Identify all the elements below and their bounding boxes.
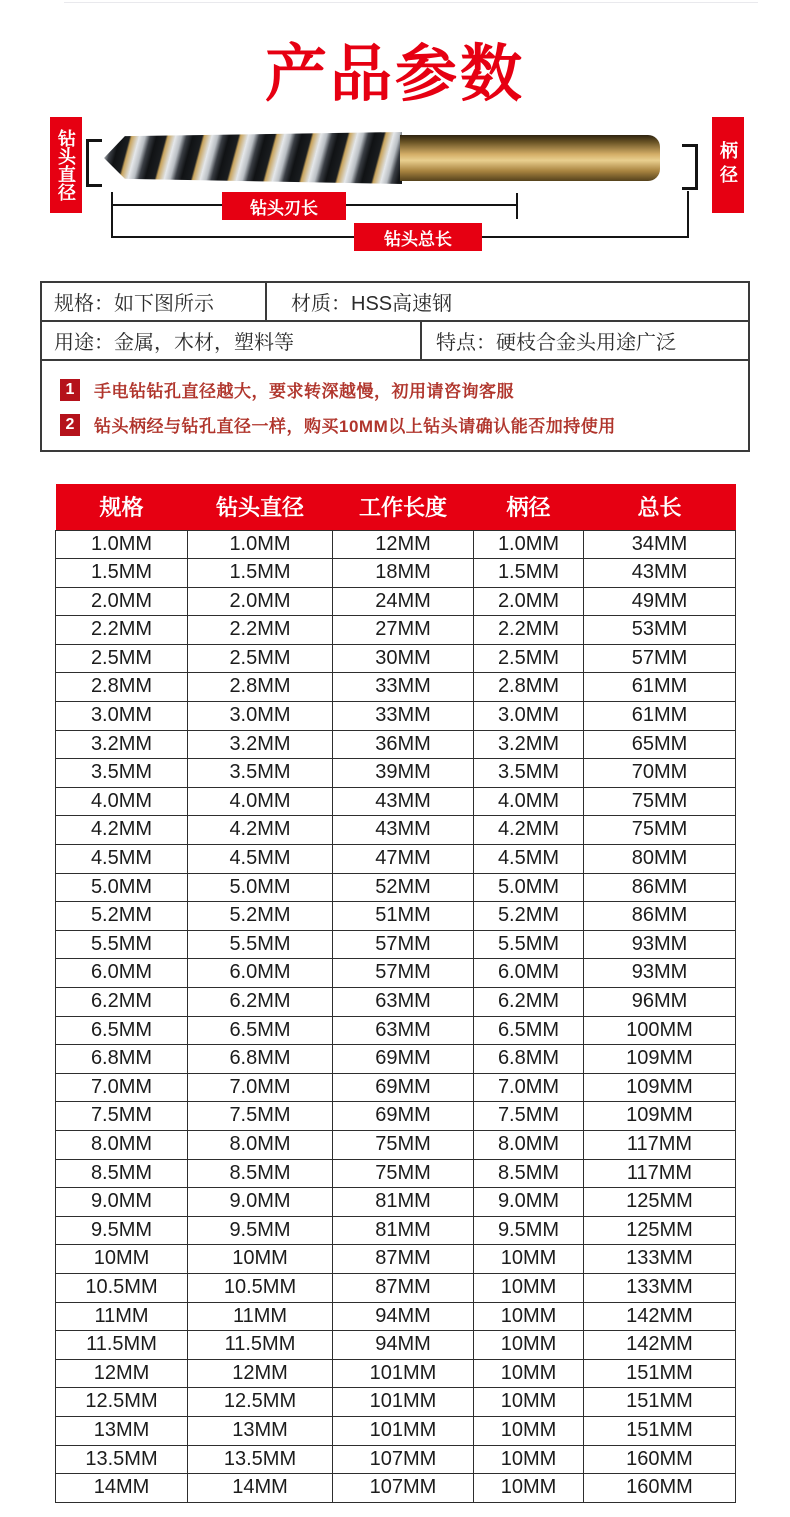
table-row [56,845,736,874]
table-cell: 13.5MM [188,1445,333,1474]
table-cell: 10MM [474,1302,584,1331]
table-cell: 2.0MM [188,587,333,616]
table-cell: 13.5MM [56,1445,188,1474]
shank-diameter-label: 柄径 [712,117,744,213]
size-table [55,484,736,1503]
table-cell: 33MM [333,673,474,702]
right-bracket-mark [682,144,698,190]
table-cell: 10.5MM [56,1273,188,1302]
table-cell: 6.8MM [188,1045,333,1074]
table-cell: 93MM [584,959,736,988]
table-cell: 5.0MM [56,873,188,902]
blade-length-tick [516,193,518,219]
table-cell: 6.5MM [188,1016,333,1045]
table-cell: 12MM [333,530,474,559]
table-cell: 10MM [474,1416,584,1445]
table-cell: 133MM [584,1245,736,1274]
table-cell: 6.2MM [188,988,333,1017]
table-cell: 5.0MM [188,873,333,902]
spec-summary-box [40,281,750,452]
table-cell: 6.2MM [56,988,188,1017]
table-cell: 12MM [188,1359,333,1388]
table-row [56,1445,736,1474]
table-cell: 2.2MM [56,616,188,645]
table-cell: 8.0MM [188,1130,333,1159]
column-header: 工作长度 [333,484,474,530]
table-cell: 34MM [584,530,736,559]
table-row [56,530,736,559]
table-cell: 6.0MM [56,959,188,988]
table-row [56,587,736,616]
table-row [56,1388,736,1417]
table-cell: 75MM [333,1159,474,1188]
table-cell: 1.5MM [56,559,188,588]
table-cell: 9.5MM [188,1216,333,1245]
table-cell: 109MM [584,1045,736,1074]
table-row [56,1073,736,1102]
table-cell: 10MM [474,1245,584,1274]
table-cell: 4.5MM [474,845,584,874]
table-cell: 142MM [584,1302,736,1331]
table-cell: 9.0MM [474,1188,584,1217]
table-cell: 10MM [474,1474,584,1503]
table-cell: 69MM [333,1045,474,1074]
table-row [56,1416,736,1445]
table-cell: 27MM [333,616,474,645]
table-cell: 6.2MM [474,988,584,1017]
total-length-tick [687,191,689,238]
page-title: 产品参数 [264,40,525,109]
note-text: 钻头柄经与钻孔直径一样，购买10MM以上钻头请确认能否加持使用 [94,417,616,436]
table-cell: 5.5MM [474,930,584,959]
table-cell: 80MM [584,845,736,874]
table-cell: 11MM [188,1302,333,1331]
table-cell: 33MM [333,702,474,731]
table-row [56,730,736,759]
table-cell: 7.5MM [474,1102,584,1131]
table-cell: 10MM [56,1245,188,1274]
table-row [56,644,736,673]
note-line [60,412,748,437]
table-cell: 86MM [584,873,736,902]
table-cell: 9.5MM [56,1216,188,1245]
table-row [56,702,736,731]
table-cell: 1.5MM [188,559,333,588]
table-cell: 2.5MM [56,644,188,673]
table-cell: 43MM [333,787,474,816]
table-cell: 8.5MM [56,1159,188,1188]
table-cell: 94MM [333,1302,474,1331]
table-cell: 109MM [584,1073,736,1102]
table-cell: 133MM [584,1273,736,1302]
table-cell: 9.0MM [188,1188,333,1217]
table-cell: 2.8MM [188,673,333,702]
table-row [56,616,736,645]
table-cell: 61MM [584,702,736,731]
table-cell: 30MM [333,644,474,673]
table-cell: 117MM [584,1159,736,1188]
header-row [56,484,736,530]
table-cell: 52MM [333,873,474,902]
table-cell: 81MM [333,1216,474,1245]
table-cell: 4.2MM [188,816,333,845]
table-cell: 63MM [333,1016,474,1045]
table-cell: 1.0MM [474,530,584,559]
table-cell: 160MM [584,1474,736,1503]
table-row [56,673,736,702]
left-dimension-tick [111,192,113,238]
table-cell: 9.0MM [56,1188,188,1217]
table-cell: 7.0MM [188,1073,333,1102]
table-row [56,1331,736,1360]
table-cell: 151MM [584,1416,736,1445]
table-cell: 100MM [584,1016,736,1045]
table-cell: 51MM [333,902,474,931]
table-cell: 2.2MM [188,616,333,645]
table-row [56,902,736,931]
table-cell: 53MM [584,616,736,645]
table-cell: 94MM [333,1331,474,1360]
table-cell: 61MM [584,673,736,702]
table-cell: 2.5MM [474,644,584,673]
table-cell: 8.0MM [56,1130,188,1159]
table-cell: 3.5MM [56,759,188,788]
table-cell: 75MM [333,1130,474,1159]
table-row [56,1245,736,1274]
table-cell: 107MM [333,1445,474,1474]
table-cell: 9.5MM [474,1216,584,1245]
table-row [56,1016,736,1045]
table-row [56,1474,736,1503]
table-cell: 69MM [333,1073,474,1102]
table-cell: 160MM [584,1445,736,1474]
table-cell: 57MM [333,930,474,959]
table-cell: 8.0MM [474,1130,584,1159]
table-cell: 101MM [333,1388,474,1417]
drill-dimension-diagram [0,110,790,270]
table-cell: 65MM [584,730,736,759]
table-cell: 18MM [333,559,474,588]
table-cell: 5.2MM [474,902,584,931]
table-cell: 151MM [584,1388,736,1417]
drill-flutes-graphic [104,132,402,184]
table-row [56,1188,736,1217]
column-header: 钻头直径 [188,484,333,530]
spec-label: 规格：如下图所示 [42,283,267,320]
note-number-badge: 2 [60,414,80,436]
table-cell: 3.5MM [188,759,333,788]
table-cell: 12.5MM [188,1388,333,1417]
table-cell: 4.2MM [56,816,188,845]
table-row [56,1102,736,1131]
blade-length-label: 钻头刃长 [222,192,346,220]
table-cell: 142MM [584,1331,736,1360]
table-cell: 86MM [584,902,736,931]
table-cell: 5.0MM [474,873,584,902]
table-cell: 4.5MM [188,845,333,874]
table-cell: 7.0MM [56,1073,188,1102]
table-cell: 57MM [584,644,736,673]
table-cell: 12MM [56,1359,188,1388]
table-cell: 2.2MM [474,616,584,645]
table-cell: 11MM [56,1302,188,1331]
note-number-badge: 1 [60,379,80,401]
spec-table-body [56,530,736,1502]
table-cell: 6.8MM [56,1045,188,1074]
table-cell: 5.2MM [56,902,188,931]
table-cell: 5.5MM [56,930,188,959]
table-cell: 2.5MM [188,644,333,673]
table-cell: 3.5MM [474,759,584,788]
table-cell: 93MM [584,930,736,959]
table-cell: 3.0MM [474,702,584,731]
note-line [60,377,748,402]
table-cell: 14MM [56,1474,188,1503]
table-row [56,873,736,902]
table-cell: 11.5MM [56,1331,188,1360]
table-cell: 24MM [333,587,474,616]
table-cell: 101MM [333,1416,474,1445]
table-row [56,1159,736,1188]
table-cell: 10MM [474,1273,584,1302]
note-text: 手电钻钻孔直径越大，要求转深越慢，初用请咨询客服 [94,382,514,401]
table-cell: 10MM [474,1445,584,1474]
table-cell: 2.0MM [474,587,584,616]
table-cell: 81MM [333,1188,474,1217]
table-cell: 6.8MM [474,1045,584,1074]
table-cell: 1.0MM [56,530,188,559]
table-cell: 5.2MM [188,902,333,931]
table-cell: 7.5MM [188,1102,333,1131]
column-header: 柄径 [474,484,584,530]
table-cell: 2.0MM [56,587,188,616]
table-cell: 101MM [333,1359,474,1388]
material-label: 材质：HSS高速钢 [291,293,453,315]
table-row [56,930,736,959]
table-cell: 7.0MM [474,1073,584,1102]
table-cell: 2.8MM [56,673,188,702]
table-cell: 4.0MM [56,787,188,816]
table-cell: 10MM [474,1388,584,1417]
table-cell: 96MM [584,988,736,1017]
size-table-container [55,484,735,1503]
table-cell: 70MM [584,759,736,788]
table-cell: 6.0MM [474,959,584,988]
table-cell: 14MM [188,1474,333,1503]
table-cell: 3.2MM [474,730,584,759]
table-row [56,759,736,788]
table-cell: 109MM [584,1102,736,1131]
spec-row-2 [42,322,748,361]
table-row [56,1359,736,1388]
spec-row-1 [42,283,748,322]
notes-list [42,361,748,437]
table-row [56,959,736,988]
table-cell: 11.5MM [188,1331,333,1360]
table-row [56,1273,736,1302]
table-cell: 4.2MM [474,816,584,845]
drill-shank-graphic [400,135,660,181]
table-cell: 6.5MM [56,1016,188,1045]
table-cell: 7.5MM [56,1102,188,1131]
total-length-label: 钻头总长 [354,223,482,251]
table-cell: 63MM [333,988,474,1017]
column-header: 总长 [584,484,736,530]
table-cell: 13MM [56,1416,188,1445]
table-cell: 10MM [188,1245,333,1274]
column-header: 规格 [56,484,188,530]
table-cell: 151MM [584,1359,736,1388]
table-cell: 12.5MM [56,1388,188,1417]
table-cell: 125MM [584,1188,736,1217]
table-cell: 10MM [474,1331,584,1360]
drill-bit-image [104,132,660,184]
table-cell: 8.5MM [474,1159,584,1188]
table-cell: 4.0MM [474,787,584,816]
table-cell: 57MM [333,959,474,988]
table-cell: 47MM [333,845,474,874]
table-cell: 117MM [584,1130,736,1159]
table-cell: 75MM [584,787,736,816]
table-row [56,1302,736,1331]
table-cell: 4.0MM [188,787,333,816]
table-cell: 3.0MM [188,702,333,731]
table-cell: 5.5MM [188,930,333,959]
table-row [56,559,736,588]
table-cell: 2.8MM [474,673,584,702]
table-row [56,816,736,845]
table-row [56,988,736,1017]
table-row [56,1045,736,1074]
table-cell: 13MM [188,1416,333,1445]
left-bracket-mark [86,139,102,187]
table-cell: 39MM [333,759,474,788]
table-cell: 8.5MM [188,1159,333,1188]
table-cell: 125MM [584,1216,736,1245]
table-cell: 3.0MM [56,702,188,731]
table-cell: 3.2MM [56,730,188,759]
table-cell: 3.2MM [188,730,333,759]
table-cell: 87MM [333,1245,474,1274]
feature-label: 特点：硬枝合金头用途广泛 [436,332,676,354]
size-table-head [56,484,736,530]
table-cell: 43MM [333,816,474,845]
table-cell: 107MM [333,1474,474,1503]
table-row [56,1216,736,1245]
table-cell: 1.0MM [188,530,333,559]
table-row [56,787,736,816]
table-cell: 43MM [584,559,736,588]
usage-label: 用途：金属，木材，塑料等 [42,322,422,359]
table-cell: 10MM [474,1359,584,1388]
table-cell: 49MM [584,587,736,616]
table-row [56,1130,736,1159]
table-cell: 4.5MM [56,845,188,874]
top-divider-line [64,2,758,3]
table-cell: 36MM [333,730,474,759]
table-cell: 6.0MM [188,959,333,988]
table-cell: 75MM [584,816,736,845]
table-cell: 87MM [333,1273,474,1302]
table-cell: 10.5MM [188,1273,333,1302]
table-cell: 6.5MM [474,1016,584,1045]
table-cell: 1.5MM [474,559,584,588]
table-cell: 69MM [333,1102,474,1131]
drill-diameter-label: 钻头直径 [50,117,82,213]
